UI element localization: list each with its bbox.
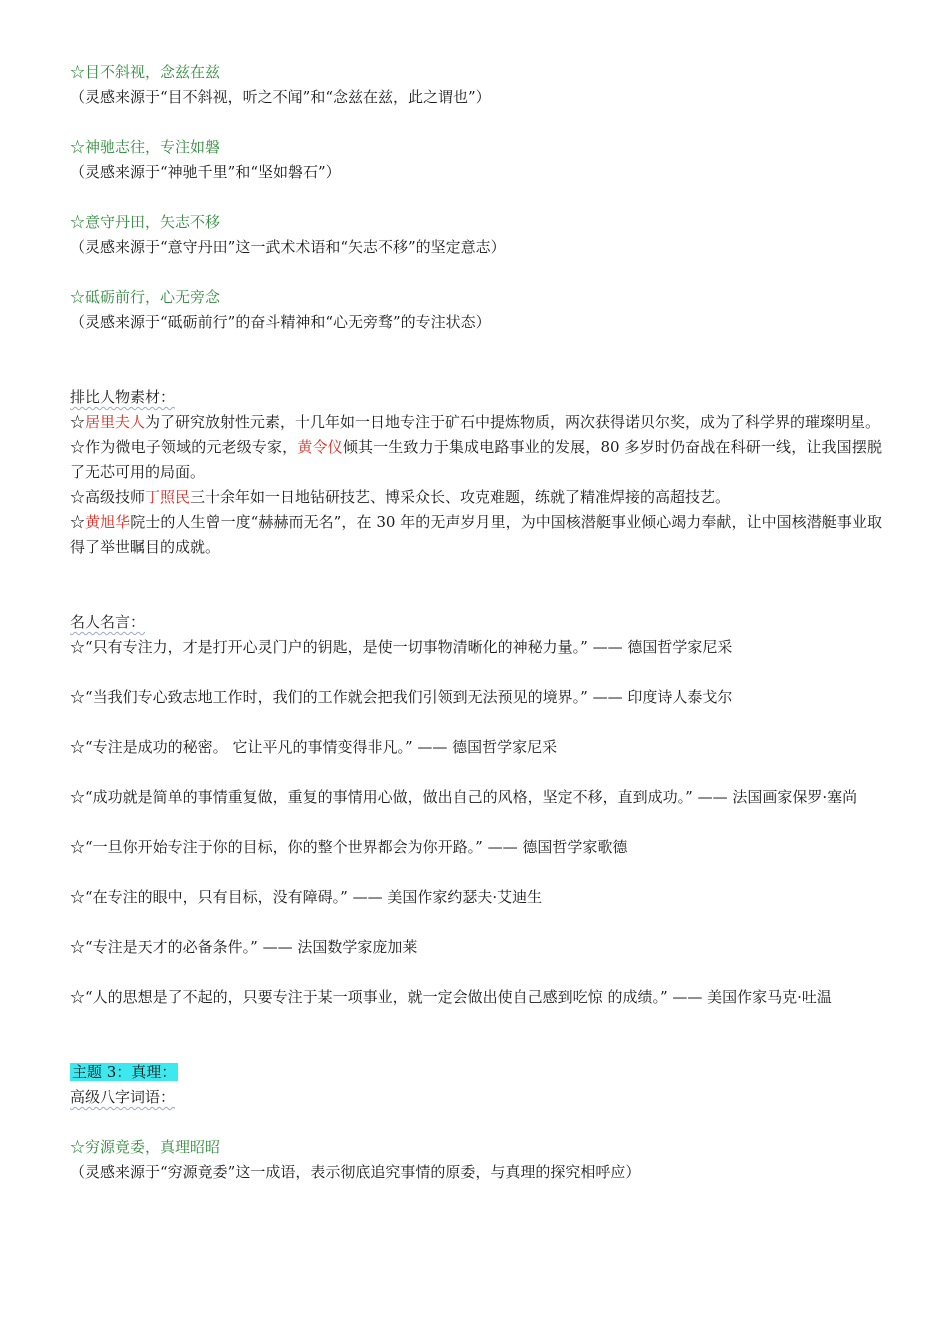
idiom-title-2: ☆神驰志往，专注如磐 bbox=[70, 138, 221, 156]
idiom-note-4: （灵感来源于“砥砺前行”的奋斗精神和“心无旁骛”的专注状态） bbox=[70, 313, 491, 331]
idiom-note-1: （灵感来源于“目不斜视，听之不闻”和“念兹在兹，此之谓也”） bbox=[70, 88, 491, 106]
quotes-heading: 名人名言： bbox=[70, 613, 146, 631]
quote-1: ☆“只有专注力，才是打开心灵门户的钥匙，是使一切事物清晰化的神秘力量。” —— 德国哲学家尼采 bbox=[70, 638, 733, 656]
quote-3: ☆“专注是成功的秘密。 它让平凡的事情变得非凡。” —— 德国哲学家尼采 bbox=[70, 738, 558, 756]
quote-7: ☆“专注是天才的必备条件。” —— 法国数学家庞加莱 bbox=[70, 938, 418, 956]
people-item-1: ☆居里夫人为了研究放射性元素，十几年如一日地专注于矿石中提炼物质，两次获得诺贝尔奖，成为了科学界的璀璨明星。 bbox=[70, 413, 881, 431]
theme-idiom-title: ☆穷源竟委，真理昭昭 bbox=[70, 1138, 221, 1156]
idiom-title-4: ☆砥砺前行，心无旁念 bbox=[70, 288, 221, 306]
quote-2: ☆“当我们专心致志地工作时，我们的工作就会把我们引领到无法预见的境界。” —— 印度诗人泰戈尔 bbox=[70, 688, 733, 706]
quote-4: ☆“成功就是简单的事情重复做，重复的事情用心做，做出自己的风格，坚定不移，直到成功。” —— 法国画家保罗·塞尚 bbox=[70, 788, 858, 806]
idiom-note-3: （灵感来源于“意守丹田”这一武术术语和“矢志不移”的坚定意志） bbox=[70, 238, 506, 256]
idiom-note-2: （灵感来源于“神驰千里”和“坚如磐石”） bbox=[70, 163, 341, 181]
quote-6: ☆“在专注的眼中，只有目标，没有障碍。” —— 美国作家约瑟夫·艾迪生 bbox=[70, 888, 543, 906]
person-name: 黄令仪 bbox=[297, 438, 343, 456]
person-name: 丁照民 bbox=[145, 488, 191, 506]
people-heading: 排比人物素材： bbox=[70, 388, 176, 406]
person-name: 黄旭华 bbox=[85, 513, 131, 531]
quote-8: ☆“人的思想是了不起的，只要专注于某一项事业，就一定会做出使自己感到吃惊 的成绩。” —— 美国作家马克·吐温 bbox=[70, 988, 832, 1006]
idiom-title-3: ☆意守丹田，矢志不移 bbox=[70, 213, 221, 231]
theme-title: 主题 3：真理： bbox=[72, 1063, 177, 1081]
people-item-4: ☆黄旭华院士的人生曾一度“赫赫而无名”，在 30 年的无声岁月里，为中国核潜艇事业倾心竭力奉献，让中国核潜艇事业取得了举世瞩目的成就。 bbox=[70, 513, 882, 556]
theme-subheading: 高级八字词语： bbox=[70, 1088, 176, 1106]
document-page bbox=[70, 60, 882, 1185]
quote-5: ☆“一旦你开始专注于你的目标，你的整个世界都会为你开路。” —— 德国哲学家歌德 bbox=[70, 838, 628, 856]
people-item-3: ☆高级技师丁照民三十余年如一日地钻研技艺、博采众长、攻克难题，练就了精准焊接的高超技艺。 bbox=[70, 488, 731, 506]
person-name: 居里夫人 bbox=[85, 413, 146, 431]
people-item-2: ☆作为微电子领域的元老级专家，黄令仪倾其一生致力于集成电路事业的发展，80 多岁时仍奋战在科研一线，让我国摆脱了无芯可用的局面。 bbox=[70, 438, 882, 481]
theme-idiom-note: （灵感来源于“穷源竟委”这一成语，表示彻底追究事情的原委，与真理的探究相呼应） bbox=[70, 1163, 641, 1181]
idiom-title-1: ☆目不斜视，念兹在兹 bbox=[70, 63, 221, 81]
